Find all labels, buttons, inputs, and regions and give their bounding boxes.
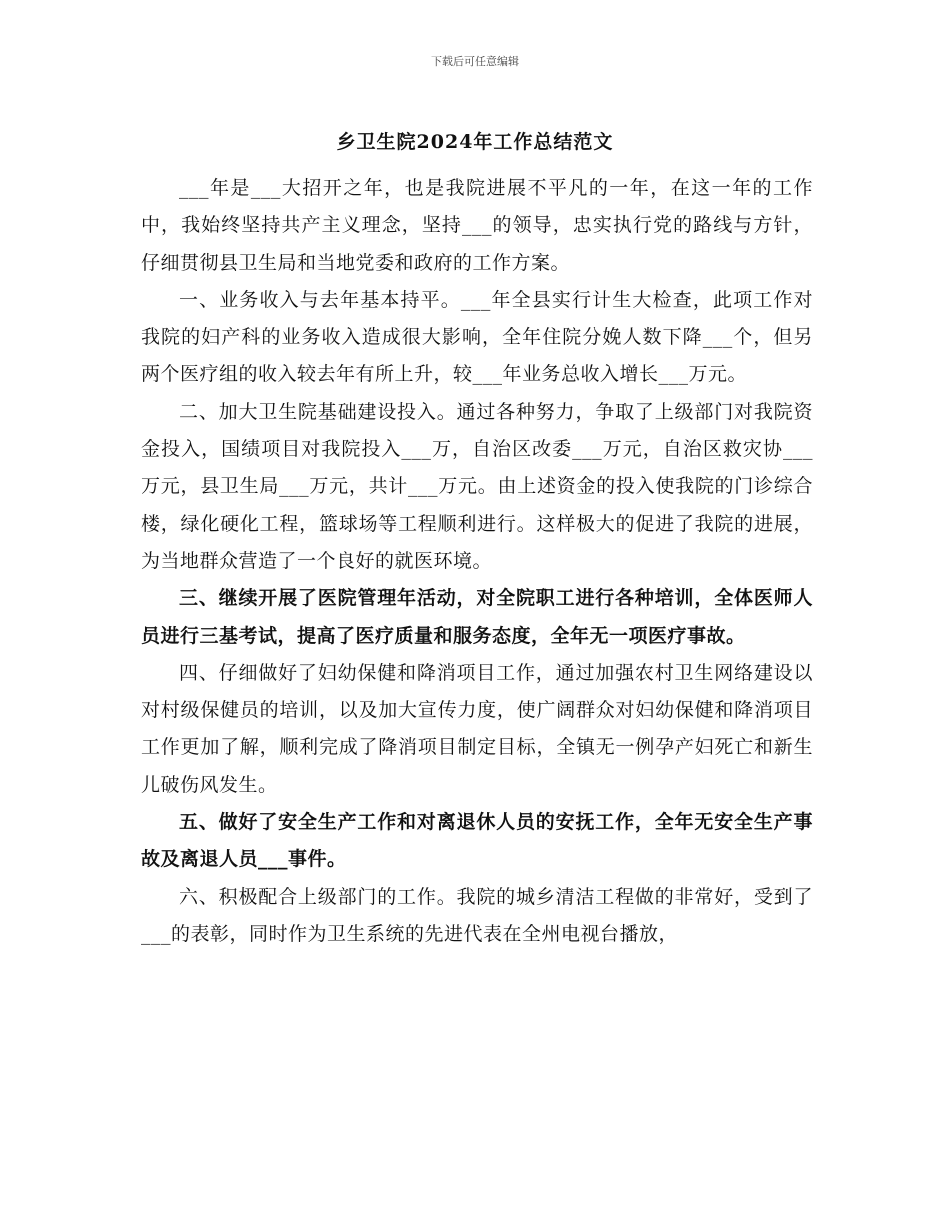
- document-title: 乡卫生院2024年工作总结范文: [336, 131, 614, 153]
- header-note: 下载后可任意编辑: [431, 55, 519, 68]
- paragraph-intro: ___年是___大招开之年，也是我院进展不平凡的一年，在这一年的工作中，我始终坚持共产主义理念，坚持___的领导，忠实执行党的路线与方针，仔细贯彻县卫生局和当地党委和政府的工作方案。: [141, 177, 813, 274]
- document-body: [141, 170, 813, 953]
- paragraph-cooperation: 六、积极配合上级部门的工作。我院的城乡清洁工程做的非常好，受到了___的表彰，同时作为卫生系统的先进代表在全州电视台播放，: [141, 885, 813, 945]
- paragraph-safety-production: 五、做好了安全生产工作和对离退休人员的安抚工作，全年无安全生产事故及离退人员___事件。: [141, 811, 813, 871]
- paragraph-infrastructure: 二、加大卫生院基础建设投入。通过各种努力，争取了上级部门对我院资金投入，国绩项目对我院投入___万，自治区改委___万元，自治区救灾协___万元，县卫生局___万元，共计___万元。由上述资金的投入使我院的门诊综合楼，绿化硬化工程，篮球场等工程顺利进行。这样极大的促进了我院的进展，为当地群众营造了一个良好的就医环境。: [141, 400, 813, 572]
- paragraph-maternal-child-health: 四、仔细做好了妇幼保健和降消项目工作，通过加强农村卫生网络建设以对村级保健员的培训，以及加大宣传力度，使广阔群众对妇幼保健和降消项目工作更加了解，顺利完成了降消项目制定目标，全镇无一例孕产妇死亡和新生儿破伤风发生。: [141, 661, 813, 796]
- paragraph-business-income: 一、业务收入与去年基本持平。___年全县实行计生大检查，此项工作对我院的妇产科的业务收入造成很大影响，全年住院分娩人数下降___个，但另两个医疗组的收入较去年有所上升，较___年业务总收入增长___万元。: [141, 288, 813, 386]
- paragraph-hospital-management: 三、继续开展了医院管理年活动，对全院职工进行各种培训，全体医师人员进行三基考试，提高了医疗质量和服务态度，全年无一项医疗事故。: [141, 587, 813, 647]
